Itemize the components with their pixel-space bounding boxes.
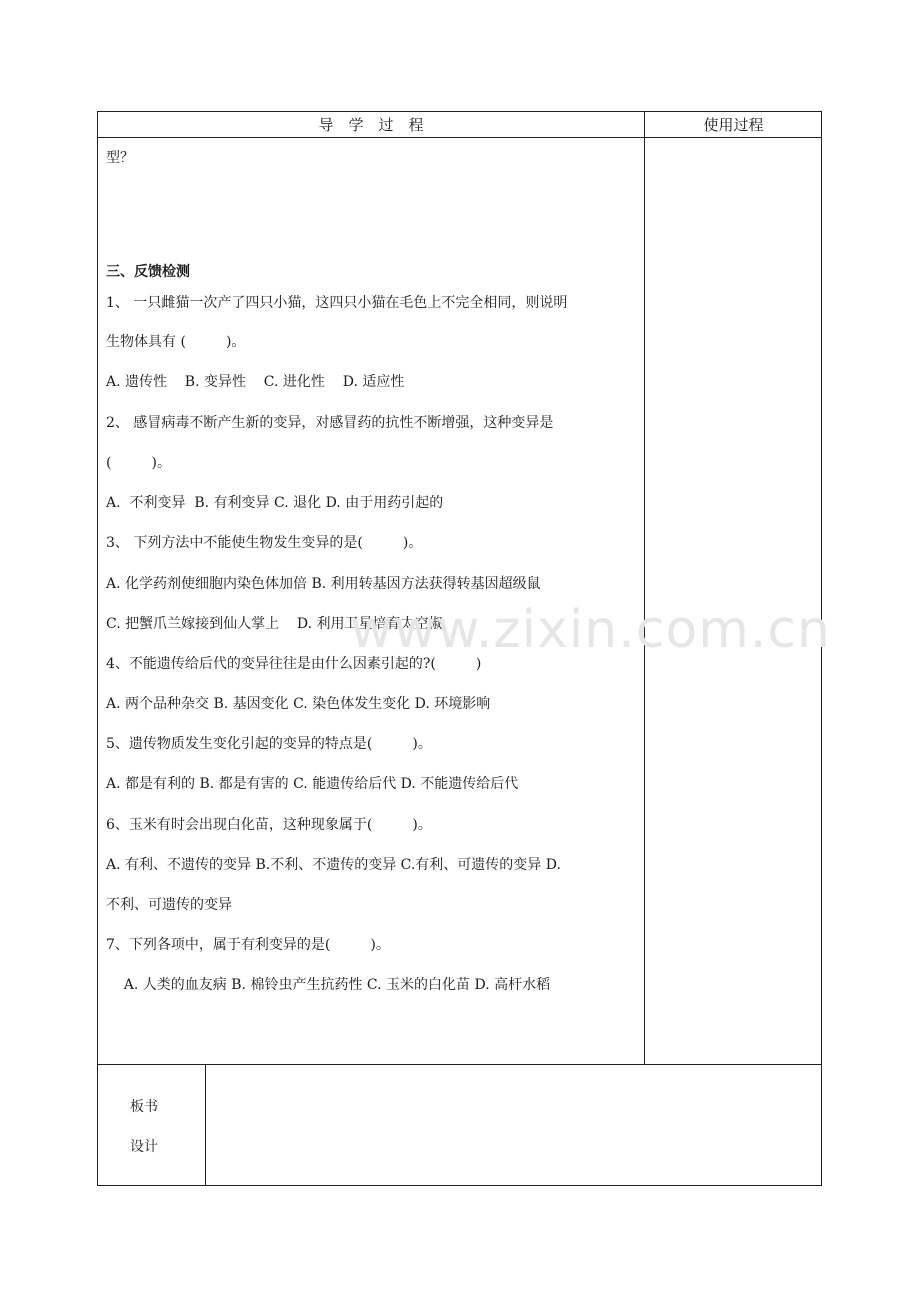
continued-fragment: 型？ [106,150,134,166]
question-line: 4、不能遗传给后代的变异往往是由什么因素引起的?( ) [106,656,482,672]
question-line: 3、 下列方法中不能使生物发生变异的是( )。 [106,535,423,551]
question-line: 2、 感冒病毒不断产生新的变异，对感冒药的抗性不断增强，这种变异是 [106,415,554,431]
option-line: C. 把蟹爪兰嫁接到仙人掌上 D. 利用卫星培育太空椒 [106,616,443,632]
question-line: 5、遗传物质发生变化引起的变异的特点是( )。 [106,736,432,752]
question-line: 生物体具有 ( )。 [106,334,246,350]
board-label-line1: 板书 [130,1099,158,1115]
option-line: A. 遗传性 B. 变异性 C. 进化性 D. 适应性 [106,374,405,390]
section-title: 三、反馈检测 [106,264,190,280]
option-line: A. 化学药剂使细胞内染色体加倍 B. 利用转基因方法获得转基因超级鼠 [106,576,541,592]
watermark: www.zixin.com.cn [350,600,831,660]
question-line: ( )。 [106,455,171,471]
question-line: 1、 一只雌猫一次产了四只小猫，这四只小猫在毛色上不完全相同，则说明 [106,295,568,311]
option-line: A. 都是有利的 B. 都是有害的 C. 能遗传给后代 D. 不能遗传给后代 [106,776,519,792]
lesson-table [97,111,822,1186]
question-line: 6、玉米有时会出现白化苗，这种现象属于( )。 [106,817,432,833]
option-line: A. 两个品种杂交 B. 基因变化 C. 染色体发生变化 D. 环境影响 [106,696,491,712]
header-guided-process: 导 学 过 程 [318,116,424,134]
board-label-line2: 设计 [130,1139,158,1155]
header-usage-process: 使用过程 [703,116,764,134]
board-label-divider [205,1064,206,1186]
option-line: A. 有利、不遗传的变异 B.不利、不遗传的变异 C.有利、可遗传的变异 D. [106,857,561,873]
option-line: 不利、可遗传的变异 [106,897,232,913]
option-line: A. 人类的血友病 B. 棉铃虫产生抗药性 C. 玉米的白化苗 D. 高杆水稻 [106,977,551,993]
option-line: A. 不利变异 B. 有利变异 C. 退化 D. 由于用药引起的 [106,495,444,511]
board-divider [98,1064,821,1065]
question-line: 7、下列各项中，属于有利变异的是( )。 [106,937,390,953]
right-column-divider [644,112,645,1064]
